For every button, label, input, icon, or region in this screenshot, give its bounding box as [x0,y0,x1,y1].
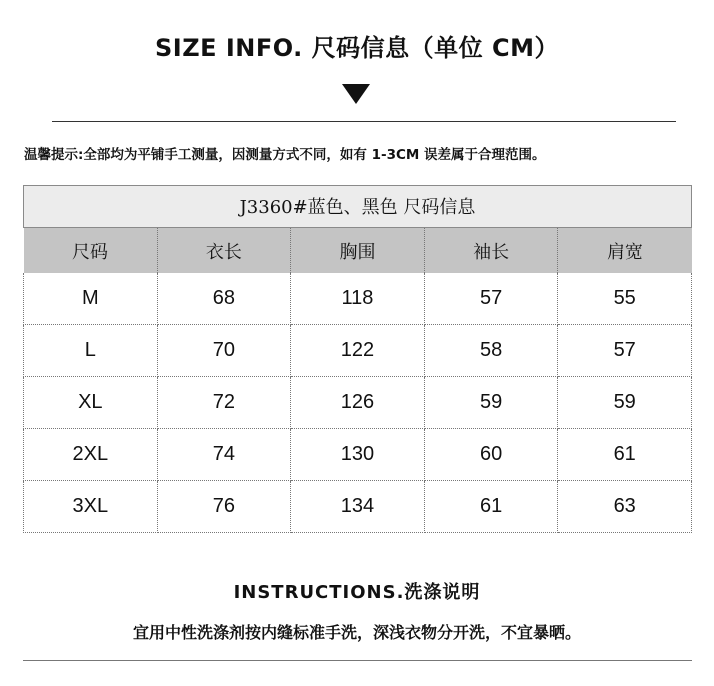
table-cell: 126 [291,377,425,429]
instructions-text: 宜用中性洗涤剂按内缝标准手洗，深浅衣物分开洗，不宜暴晒。 [132,623,581,642]
table-cell: 76 [157,481,291,533]
divider [52,121,676,122]
table-cell: 59 [424,377,558,429]
table-cell: 68 [157,273,291,325]
down-arrow-icon [342,84,370,104]
table-cell: M [24,273,158,325]
column-header: 袖长 [424,228,558,273]
measurement-tip: 温馨提示:全部均为平铺手工测量，因测量方式不同，如有 1-3CM 误差属于合理范围。 [24,147,546,163]
divider [23,660,692,661]
column-header: 衣长 [157,228,291,273]
table-cell: 74 [157,429,291,481]
size-table [23,185,692,533]
page-title: SIZE INFO. 尺码信息（单位 CM） [155,34,559,62]
table-cell: 72 [157,377,291,429]
column-header: 肩宽 [558,228,692,273]
table-cell: 2XL [24,429,158,481]
table-title: J3360#蓝色、黑色 尺码信息 [23,185,692,228]
table-row [24,325,692,377]
table-cell: 3XL [24,481,158,533]
table-cell: 60 [424,429,558,481]
table-cell: 57 [424,273,558,325]
table-cell: 70 [157,325,291,377]
table-cell: 134 [291,481,425,533]
table-cell: 55 [558,273,692,325]
table-cell: 63 [558,481,692,533]
table-header-row [24,228,692,273]
table-row [24,429,692,481]
table-cell: 61 [424,481,558,533]
table-cell: 122 [291,325,425,377]
table-cell: 130 [291,429,425,481]
table-cell: 57 [558,325,692,377]
table-cell: L [24,325,158,377]
table-row [24,377,692,429]
table-row [24,481,692,533]
table-cell: XL [24,377,158,429]
instructions-title: INSTRUCTIONS.洗涤说明 [233,582,481,603]
table-cell: 61 [558,429,692,481]
column-header: 胸围 [291,228,425,273]
table-cell: 59 [558,377,692,429]
column-header: 尺码 [24,228,158,273]
table-cell: 58 [424,325,558,377]
table-cell: 118 [291,273,425,325]
table-row [24,273,692,325]
